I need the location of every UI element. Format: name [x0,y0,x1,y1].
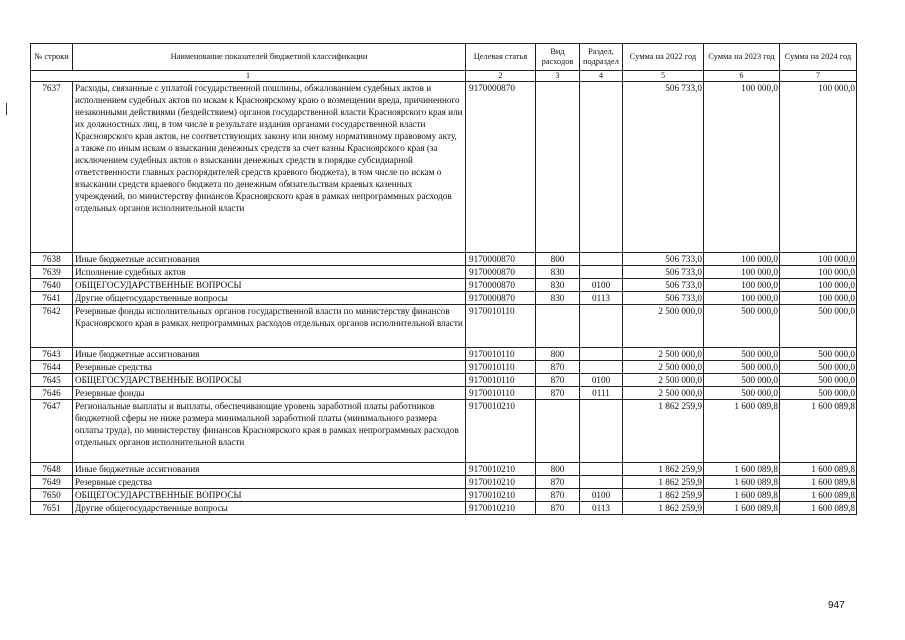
row-sum-2022: 506 733,0 [623,266,704,279]
table-row [31,348,857,361]
column-number-row [31,71,857,82]
row-expense-type: 800 [536,348,580,361]
table-row [31,361,857,374]
row-target-code: 9170000870 [466,253,536,266]
row-sum-2024: 500 000,0 [780,374,857,387]
row-sum-2022: 1 862 259,9 [623,400,704,463]
table-row [31,305,857,348]
row-sum-2022: 506 733,0 [623,292,704,305]
row-number: 7647 [31,400,73,463]
row-sum-2022: 2 500 000,0 [623,374,704,387]
row-target-code: 9170010210 [466,476,536,489]
row-target-code: 9170010210 [466,489,536,502]
table-row [31,374,857,387]
row-name: Исполнение судебных актов [73,266,466,279]
row-expense-type: 800 [536,463,580,476]
column-number: 2 [466,71,536,82]
row-number: 7641 [31,292,73,305]
row-sum-2022: 1 862 259,9 [623,502,704,515]
header-row-no: № строки [31,44,73,71]
row-number: 7651 [31,502,73,515]
row-sum-2023: 500 000,0 [704,361,780,374]
row-sum-2022: 1 862 259,9 [623,463,704,476]
row-section [580,463,623,476]
row-section: 0111 [580,387,623,400]
row-section: 0100 [580,279,623,292]
row-number: 7643 [31,348,73,361]
row-sum-2023: 1 600 089,8 [704,502,780,515]
row-target-code: 9170000870 [466,82,536,253]
row-name: Расходы, связанные с уплатой государственной пошлины, обжалованием судебных актов и исполнением судебных актов по искам к Красноярскому краю о возмещении вреда, причиненного незаконными действиями (бездействием) органов государственной власти Красноярского края или их должностных лиц, в том числе в результате издания органами государственной власти Красноярского края актов, не соответствующих закону или иному нормативному правовому акту, а также по иным искам о взыскании денежных средств за счет казны Красноярского края (за исключением судебных актов о взыскании денежных средств в порядке субсидиарной ответственности главных распорядителей средств краевого бюджета), в том числе по искам о взыскании средств краевого бюджета по денежным обязательствам краевых казенных учреждений, по министерству финансов Красноярского края в рамках непрограммных расходов отдельных органов исполнительной власти [73,82,466,253]
row-sum-2023: 100 000,0 [704,279,780,292]
column-number: 1 [31,71,466,82]
row-sum-2023: 100 000,0 [704,253,780,266]
row-sum-2022: 2 500 000,0 [623,348,704,361]
row-sum-2022: 1 862 259,9 [623,489,704,502]
row-sum-2024: 1 600 089,8 [780,400,857,463]
row-sum-2023: 100 000,0 [704,266,780,279]
row-number: 7646 [31,387,73,400]
header-sum-2024: Сумма на 2024 год [780,44,857,71]
row-sum-2023: 500 000,0 [704,387,780,400]
row-section [580,82,623,253]
row-number: 7645 [31,374,73,387]
table-row [31,82,857,253]
row-section [580,305,623,348]
header-section: Раздел, подраздел [580,44,623,71]
row-sum-2023: 500 000,0 [704,348,780,361]
row-name: Резервные средства [73,361,466,374]
row-number: 7650 [31,489,73,502]
table-row [31,292,857,305]
header-sum-2022: Сумма на 2022 год [623,44,704,71]
row-name: Иные бюджетные ассигнования [73,463,466,476]
row-expense-type: 870 [536,387,580,400]
row-sum-2023: 500 000,0 [704,305,780,348]
row-sum-2024: 100 000,0 [780,82,857,253]
row-target-code: 9170000870 [466,279,536,292]
row-name: ОБЩЕГОСУДАРСТВЕННЫЕ ВОПРОСЫ [73,374,466,387]
row-expense-type: 870 [536,374,580,387]
row-number: 7644 [31,361,73,374]
row-name: ОБЩЕГОСУДАРСТВЕННЫЕ ВОПРОСЫ [73,489,466,502]
row-expense-type: 830 [536,292,580,305]
row-name: Резервные фонды [73,387,466,400]
row-sum-2024: 100 000,0 [780,253,857,266]
row-sum-2022: 506 733,0 [623,82,704,253]
row-target-code: 9170010210 [466,463,536,476]
row-target-code: 9170010210 [466,400,536,463]
table-row [31,266,857,279]
table-row [31,463,857,476]
table-row [31,502,857,515]
table-row [31,387,857,400]
row-sum-2022: 2 500 000,0 [623,387,704,400]
row-sum-2024: 500 000,0 [780,361,857,374]
row-sum-2023: 100 000,0 [704,292,780,305]
column-number: 6 [704,71,780,82]
table-row [31,253,857,266]
row-number: 7637 [31,82,73,253]
row-section: 0113 [580,292,623,305]
row-sum-2022: 2 500 000,0 [623,361,704,374]
table-row [31,489,857,502]
row-sum-2024: 500 000,0 [780,348,857,361]
row-sum-2022: 2 500 000,0 [623,305,704,348]
row-name: Иные бюджетные ассигнования [73,253,466,266]
row-sum-2023: 500 000,0 [704,374,780,387]
row-expense-type [536,305,580,348]
page-number: 947 [828,600,845,611]
row-expense-type: 870 [536,476,580,489]
row-expense-type [536,400,580,463]
row-sum-2024: 500 000,0 [780,305,857,348]
column-number: 3 [536,71,580,82]
row-name: Другие общегосударственные вопросы [73,292,466,305]
row-sum-2024: 500 000,0 [780,387,857,400]
row-section: 0100 [580,489,623,502]
row-sum-2024: 100 000,0 [780,266,857,279]
row-section [580,266,623,279]
row-sum-2024: 100 000,0 [780,292,857,305]
row-sum-2022: 506 733,0 [623,279,704,292]
row-sum-2024: 1 600 089,8 [780,463,857,476]
header-sum-2023: Сумма на 2023 год [704,44,780,71]
row-target-code: 9170010110 [466,305,536,348]
row-sum-2023: 1 600 089,8 [704,463,780,476]
header-exp-type: Вид расходов [536,44,580,71]
row-target-code: 9170010210 [466,502,536,515]
row-target-code: 9170010110 [466,348,536,361]
row-expense-type: 870 [536,361,580,374]
row-expense-type: 870 [536,502,580,515]
row-section [580,253,623,266]
row-number: 7638 [31,253,73,266]
column-number: 5 [623,71,704,82]
row-name: Резервные фонды исполнительных органов государственной власти по министерству финансов Красноярского края в рамках непрограммных расходов отдельных органов исполнительной власти [73,305,466,348]
row-section [580,476,623,489]
column-number: 7 [780,71,857,82]
row-target-code: 9170000870 [466,292,536,305]
margin-mark [6,103,7,115]
row-name: Другие общегосударственные вопросы [73,502,466,515]
row-sum-2023: 1 600 089,8 [704,400,780,463]
header-target: Целевая статья [466,44,536,71]
row-sum-2024: 100 000,0 [780,279,857,292]
row-name: Резервные средства [73,476,466,489]
row-sum-2023: 100 000,0 [704,82,780,253]
row-number: 7649 [31,476,73,489]
row-number: 7639 [31,266,73,279]
column-number: 4 [580,71,623,82]
row-name: Региональные выплаты и выплаты, обеспечивающие уровень заработной платы работников бюджетной сферы не ниже размера минимальной заработной платы (минимального размера оплаты труда), по министерству финансов Красноярского края в рамках непрограммных расходов отдельных органов исполнительной власти [73,400,466,463]
row-name: Иные бюджетные ассигнования [73,348,466,361]
row-sum-2022: 1 862 259,9 [623,476,704,489]
row-expense-type: 830 [536,279,580,292]
row-number: 7648 [31,463,73,476]
row-expense-type: 800 [536,253,580,266]
header-row [31,44,857,71]
row-sum-2024: 1 600 089,8 [780,476,857,489]
row-sum-2023: 1 600 089,8 [704,489,780,502]
row-target-code: 9170010110 [466,361,536,374]
row-target-code: 9170000870 [466,266,536,279]
table-row [31,476,857,489]
budget-table [30,43,857,515]
row-section [580,361,623,374]
header-name: Наименование показателей бюджетной классификации [73,44,466,71]
row-number: 7642 [31,305,73,348]
row-name: ОБЩЕГОСУДАРСТВЕННЫЕ ВОПРОСЫ [73,279,466,292]
table-row [31,279,857,292]
row-number: 7640 [31,279,73,292]
row-sum-2024: 1 600 089,8 [780,502,857,515]
row-sum-2022: 506 733,0 [623,253,704,266]
row-expense-type [536,82,580,253]
row-section [580,400,623,463]
row-section: 0100 [580,374,623,387]
row-target-code: 9170010110 [466,374,536,387]
row-expense-type: 870 [536,489,580,502]
row-sum-2024: 1 600 089,8 [780,489,857,502]
row-section: 0113 [580,502,623,515]
table-row [31,400,857,463]
row-sum-2023: 1 600 089,8 [704,476,780,489]
row-target-code: 9170010110 [466,387,536,400]
row-expense-type: 830 [536,266,580,279]
row-section [580,348,623,361]
